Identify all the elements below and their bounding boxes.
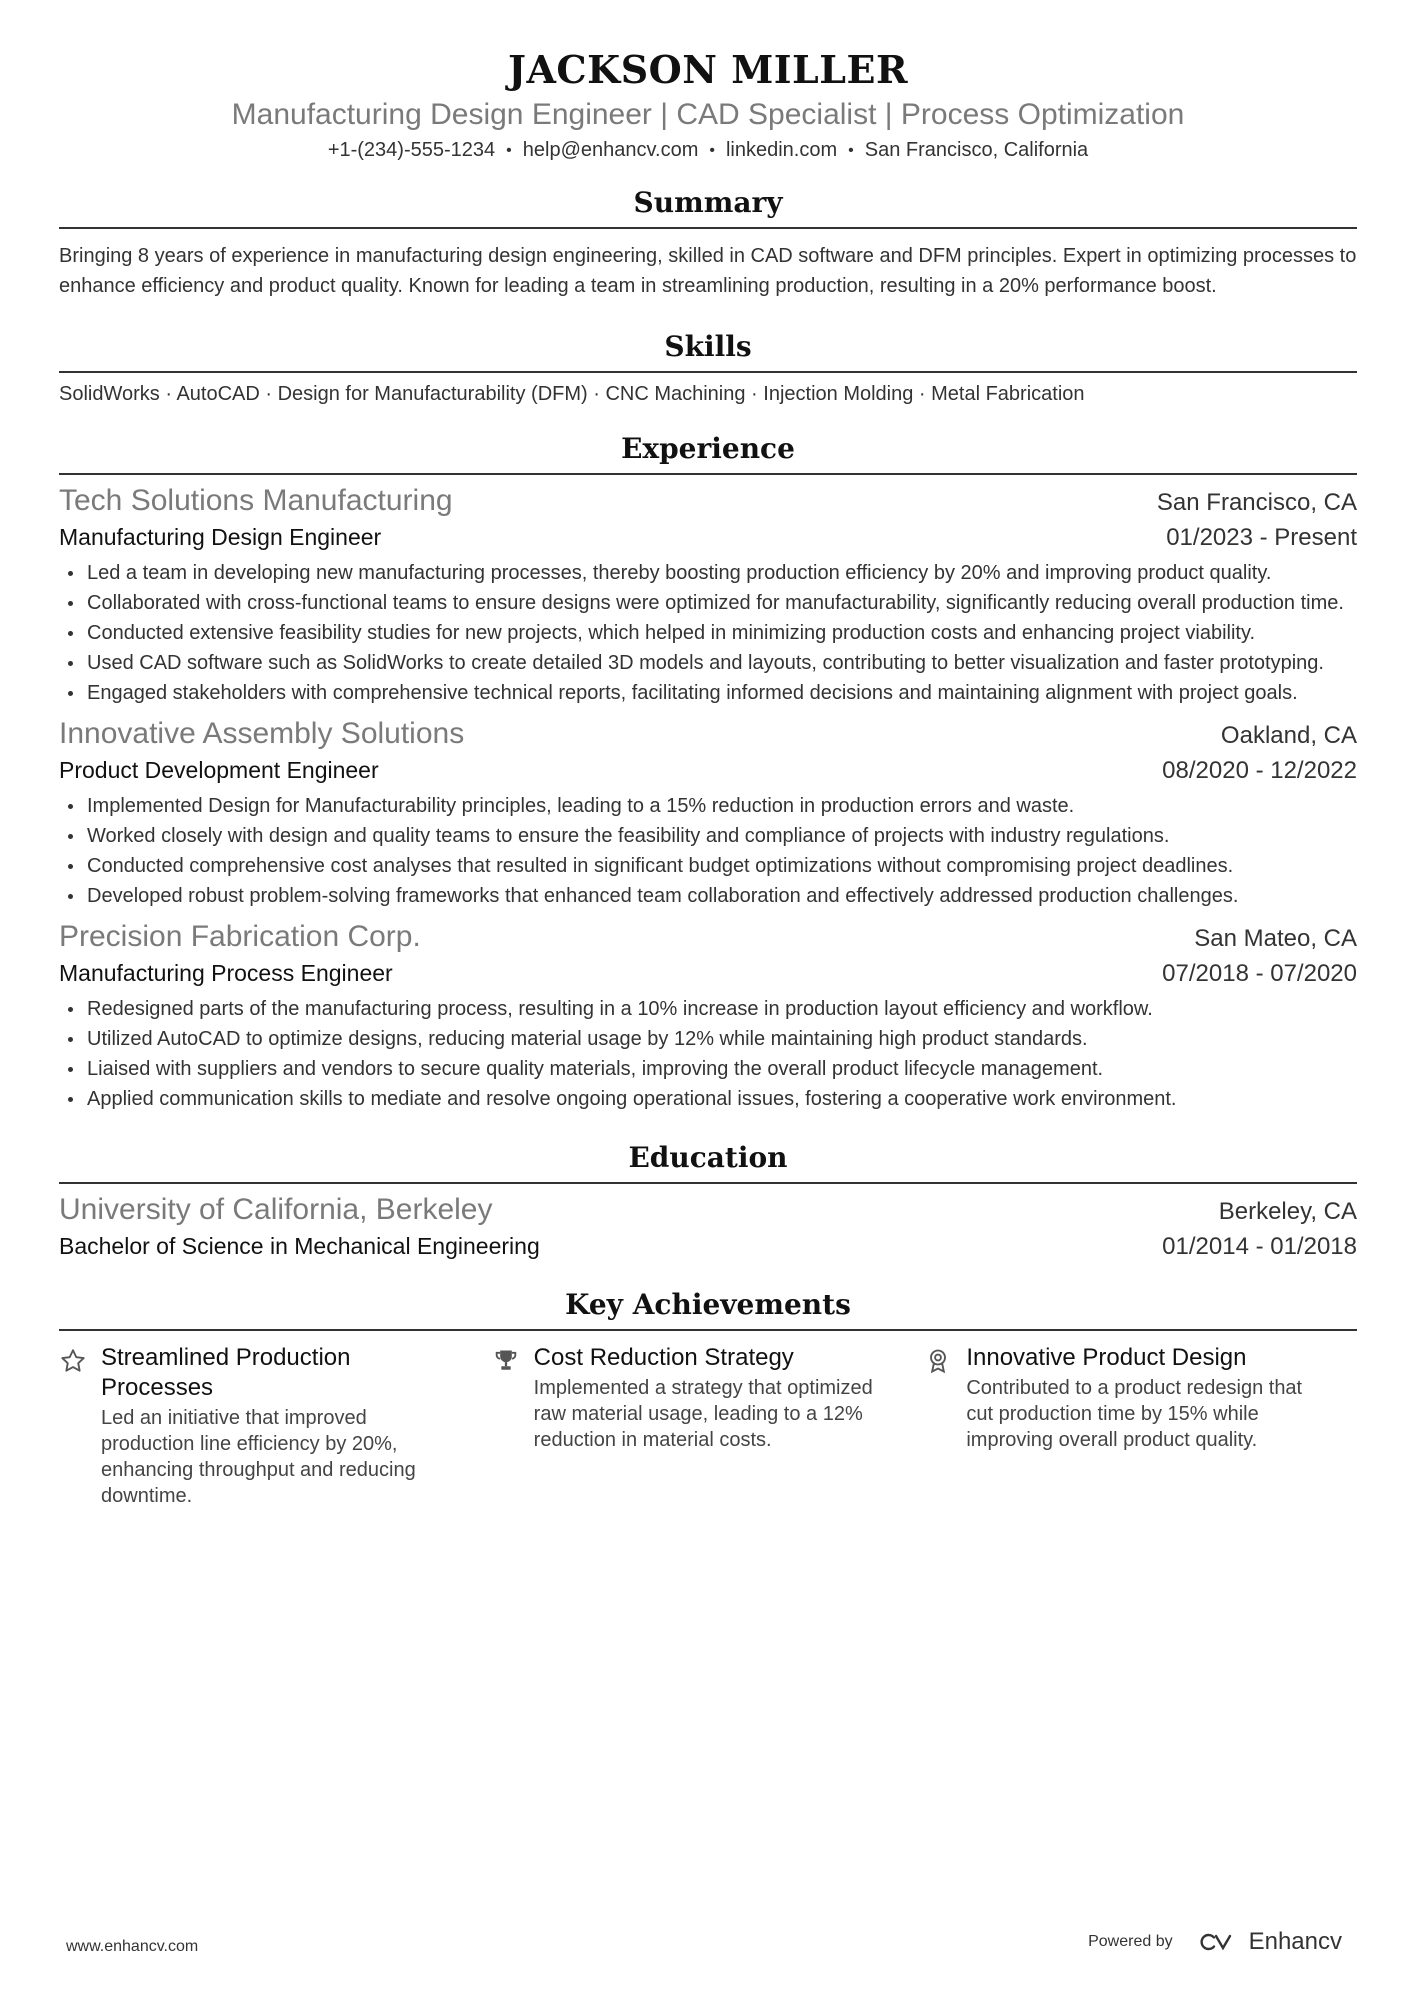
education-dates: 01/2014 - 01/2018: [1162, 1233, 1357, 1260]
achievement-item: [59, 1343, 492, 1509]
achievement-desc: Led an initiative that improved production line efficiency by 20%, enhancing throughput and reducing downtime.: [101, 1407, 416, 1507]
experience-entry: [59, 481, 1357, 708]
contact-line: [59, 136, 1357, 165]
bullet-separator: •: [506, 142, 512, 159]
skills-section: [59, 329, 1357, 409]
job-bullet: Led a team in developing new manufacturing processes, thereby boosting production efficiency by 20% and improving product quality.: [59, 558, 1357, 588]
company-name: Tech Solutions Manufacturing: [59, 484, 453, 517]
job-dates: 07/2018 - 07/2020: [1162, 960, 1357, 987]
skills-list: SolidWorks · AutoCAD · Design for Manufacturability (DFM) · CNC Machining · Injection Molding · Metal Fabrication: [59, 383, 1085, 405]
candidate-name: JACKSON MILLER: [507, 47, 909, 92]
experience-entry: [59, 714, 1357, 911]
achievements-section: [59, 1287, 1357, 1509]
job-bullet: Conducted comprehensive cost analyses that resulted in significant budget optimizations without compromising project deadlines.: [59, 851, 1357, 881]
company-name: Precision Fabrication Corp.: [59, 920, 421, 953]
job-bullet: Used CAD software such as SolidWorks to create detailed 3D models and layouts, contributing to better visualization and faster prototyping.: [59, 648, 1357, 678]
contact-linkedin: linkedin.com: [725, 139, 838, 161]
job-role: Product Development Engineer: [59, 757, 379, 783]
footer-branding: [1088, 1928, 1342, 1956]
school-location: Berkeley, CA: [1218, 1198, 1357, 1225]
job-location: San Francisco, CA: [1156, 489, 1357, 516]
job-bullet: Applied communication skills to mediate and resolve ongoing operational issues, fostering a cooperative work environment.: [59, 1084, 1357, 1114]
powered-by-label: Powered by: [1088, 1933, 1173, 1950]
achievement-desc: Implemented a strategy that optimized raw material usage, leading to a 12% reduction in material costs.: [533, 1377, 873, 1451]
job-role: Manufacturing Process Engineer: [59, 960, 393, 986]
job-bullet: Collaborated with cross-functional teams to ensure designs were optimized for manufacturability, significantly reducing overall production time.: [59, 588, 1357, 618]
job-bullet: Conducted extensive feasibility studies for new projects, which helped in minimizing production costs and enhancing project viability.: [59, 618, 1357, 648]
summary-text: Bringing 8 years of experience in manufacturing design engineering, skilled in CAD software and DFM principles. Expert in optimizing processes to enhance efficiency and product quality. Known for leading a team in streamlining production, resulting in a 20% performance boost.: [59, 245, 1357, 297]
job-dates: 08/2020 - 12/2022: [1162, 757, 1357, 784]
bullet-separator: •: [848, 142, 854, 159]
skills-heading: Skills: [59, 329, 1357, 373]
trophy-icon: [492, 1343, 534, 1509]
experience-heading: Experience: [59, 431, 1357, 475]
candidate-title: Manufacturing Design Engineer | CAD Specialist | Process Optimization: [231, 98, 1185, 131]
achievements-heading: Key Achievements: [59, 1287, 1357, 1331]
star-icon: [59, 1343, 101, 1509]
job-dates: 01/2023 - Present: [1166, 524, 1357, 551]
experience-section: [59, 431, 1357, 1114]
contact-location: San Francisco, California: [864, 139, 1089, 161]
degree: Bachelor of Science in Mechanical Engineering: [59, 1233, 540, 1259]
enhancv-logo[interactable]: [1197, 1928, 1342, 1956]
job-bullet: Engaged stakeholders with comprehensive technical reports, facilitating informed decisions and maintaining alignment with project goals.: [59, 678, 1357, 708]
achievement-title: Cost Reduction Strategy: [533, 1344, 794, 1371]
job-location: Oakland, CA: [1220, 722, 1357, 749]
job-bullets: [59, 994, 1357, 1114]
job-role: Manufacturing Design Engineer: [59, 524, 382, 550]
summary-section: [59, 185, 1357, 301]
footer-website[interactable]: www.enhancv.com: [66, 1938, 199, 1955]
job-bullet: Worked closely with design and quality teams to ensure the feasibility and compliance of projects with industry regulations.: [59, 821, 1357, 851]
resume-header: [59, 0, 1357, 165]
job-bullet: Utilized AutoCAD to optimize designs, reducing material usage by 12% while maintaining high product standards.: [59, 1024, 1357, 1054]
education-entry: [59, 1190, 1357, 1263]
award-icon: [924, 1343, 966, 1509]
bullet-separator: •: [709, 142, 715, 159]
company-name: Innovative Assembly Solutions: [59, 717, 465, 750]
contact-email: help@enhancv.com: [522, 139, 699, 161]
education-heading: Education: [59, 1140, 1357, 1184]
enhancv-logo-icon: [1197, 1930, 1243, 1954]
job-location: San Mateo, CA: [1194, 925, 1357, 952]
achievement-desc: Contributed to a product redesign that cut production time by 15% while improving overall product quality.: [966, 1377, 1303, 1451]
summary-heading: Summary: [59, 185, 1357, 229]
job-bullet: Developed robust problem-solving frameworks that enhanced team collaboration and effectively addressed production challenges.: [59, 881, 1357, 911]
job-bullets: [59, 558, 1357, 708]
achievement-title: Innovative Product Design: [966, 1344, 1247, 1371]
job-bullet: Redesigned parts of the manufacturing process, resulting in a 10% increase in production layout efficiency and workflow.: [59, 994, 1357, 1024]
achievement-item: [492, 1343, 925, 1509]
achievements-grid: [59, 1343, 1357, 1509]
resume-page: [59, 0, 1357, 1509]
brand-name: Enhancv: [1248, 1928, 1342, 1955]
job-bullets: [59, 791, 1357, 911]
achievement-item: [924, 1343, 1357, 1509]
contact-phone: +1-(234)-555-1234: [327, 139, 496, 161]
job-bullet: Implemented Design for Manufacturability principles, leading to a 15% reduction in production errors and waste.: [59, 791, 1357, 821]
experience-entry: [59, 917, 1357, 1114]
school-name: University of California, Berkeley: [59, 1193, 493, 1226]
job-bullet: Liaised with suppliers and vendors to secure quality materials, improving the overall product lifecycle management.: [59, 1054, 1357, 1084]
education-section: [59, 1140, 1357, 1263]
achievement-title: Streamlined Production Processes: [101, 1344, 351, 1401]
